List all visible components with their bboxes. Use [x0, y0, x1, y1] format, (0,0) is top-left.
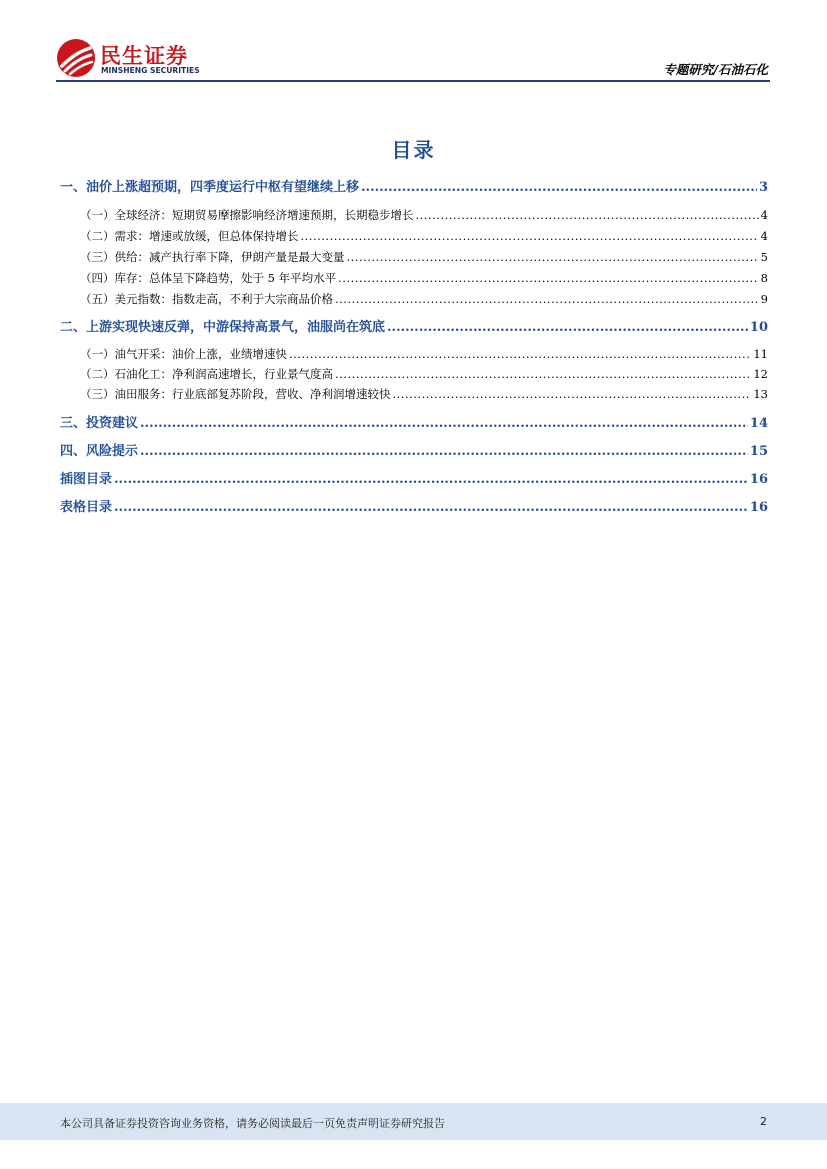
- toc-entry-page: 12: [753, 367, 768, 381]
- toc-entry-section-1-4[interactable]: [80, 270, 768, 286]
- toc-entry-section-1[interactable]: [60, 176, 768, 195]
- toc-entry-page: 5: [760, 250, 768, 264]
- toc-dot-leader: [347, 250, 759, 264]
- header-divider: [56, 80, 770, 82]
- toc-entry-section-3[interactable]: [60, 412, 768, 431]
- toc-entry-label: 四、风险提示: [60, 444, 139, 459]
- toc-entry-section-2[interactable]: [60, 316, 768, 335]
- toc-entry-figure-index[interactable]: [60, 468, 768, 487]
- toc-entry-table-index[interactable]: [60, 496, 768, 515]
- toc-entry-page: 3: [758, 180, 768, 195]
- toc-dot-leader: [335, 292, 759, 306]
- toc-entry-label: （五）美元指数：指数走高，不利于大宗商品价格: [80, 292, 333, 306]
- toc-entry-page: 4: [760, 208, 768, 222]
- toc-entry-section-2-3[interactable]: [80, 386, 768, 402]
- logo-chinese-name: 民生证券: [100, 44, 188, 68]
- toc-entry-section-1-5[interactable]: [80, 291, 768, 307]
- toc-entry-label: （三）油田服务：行业底部复苏阶段，营收、净利润增速较快: [80, 387, 391, 401]
- toc-entry-section-1-3[interactable]: [80, 249, 768, 265]
- toc-dot-leader: [114, 472, 748, 487]
- toc-entry-page: 11: [753, 347, 768, 361]
- toc-entry-section-2-2[interactable]: [80, 366, 768, 382]
- toc-entry-page: 4: [760, 229, 768, 243]
- toc-entry-label: 插图目录: [60, 472, 113, 487]
- toc-entry-label: 二、上游实现快速反弹，中游保持高景气，油服尚在筑底: [60, 320, 386, 335]
- toc-dot-leader: [289, 347, 751, 361]
- toc-dot-leader: [338, 271, 759, 285]
- toc-entry-label: （三）供给：减产执行率下降，伊朗产量是最大变量: [80, 250, 345, 264]
- toc-entry-label: （四）库存：总体呈下降趋势，处于 5 年平均水平: [80, 271, 337, 285]
- toc-entry-section-1-2[interactable]: [80, 228, 768, 244]
- toc-dot-leader: [114, 500, 748, 515]
- toc-entry-label: （一）全球经济：短期贸易摩擦影响经济增速预期，长期稳步增长: [80, 208, 414, 222]
- toc-entry-section-2-1[interactable]: [80, 346, 768, 362]
- page-footer: [0, 1103, 827, 1140]
- toc-title: 目录: [391, 138, 436, 162]
- toc-entry-section-4[interactable]: [60, 440, 768, 459]
- toc-dot-leader: [361, 180, 757, 195]
- toc-dot-leader: [335, 367, 751, 381]
- toc-dot-leader: [416, 208, 759, 222]
- report-category: 专题研究/石油石化: [663, 62, 768, 77]
- toc-entry-label: 三、投资建议: [60, 416, 139, 431]
- footer-disclaimer: 本公司具备证券投资咨询业务资格，请务必阅读最后一页免责声明证券研究报告: [60, 1117, 445, 1130]
- toc-entry-page: 14: [749, 416, 768, 431]
- toc-entry-label: （二）石油化工：净利润高速增长，行业景气度高: [80, 367, 333, 381]
- toc-entry-label: 一、油价上涨超预期，四季度运行中枢有望继续上移: [60, 180, 360, 195]
- toc-entry-label: （一）油气开采：油价上涨，业绩增速快: [80, 347, 287, 361]
- logo-english-name: MINSHENG SECURITIES: [101, 66, 200, 75]
- page-number: 2: [760, 1115, 767, 1128]
- toc-entry-label: 表格目录: [60, 500, 113, 515]
- toc-entry-page: 10: [749, 320, 768, 335]
- minsheng-logo: [56, 38, 216, 78]
- toc-dot-leader: [393, 387, 752, 401]
- toc-entry-page: 8: [760, 271, 768, 285]
- toc-entry-page: 13: [753, 387, 768, 401]
- toc-entry-section-1-1[interactable]: [80, 207, 768, 223]
- toc-entry-page: 16: [749, 472, 768, 487]
- toc-dot-leader: [140, 416, 748, 431]
- toc-entry-label: （二）需求：增速或放缓，但总体保持增长: [80, 229, 299, 243]
- page-header: [56, 34, 770, 82]
- toc-entry-page: 9: [760, 292, 768, 306]
- toc-entry-page: 15: [749, 444, 768, 459]
- toc-dot-leader: [301, 229, 759, 243]
- toc-dot-leader: [140, 444, 748, 459]
- toc-dot-leader: [387, 320, 748, 335]
- toc-entry-page: 16: [749, 500, 768, 515]
- minsheng-logo-mark-icon: [56, 38, 96, 78]
